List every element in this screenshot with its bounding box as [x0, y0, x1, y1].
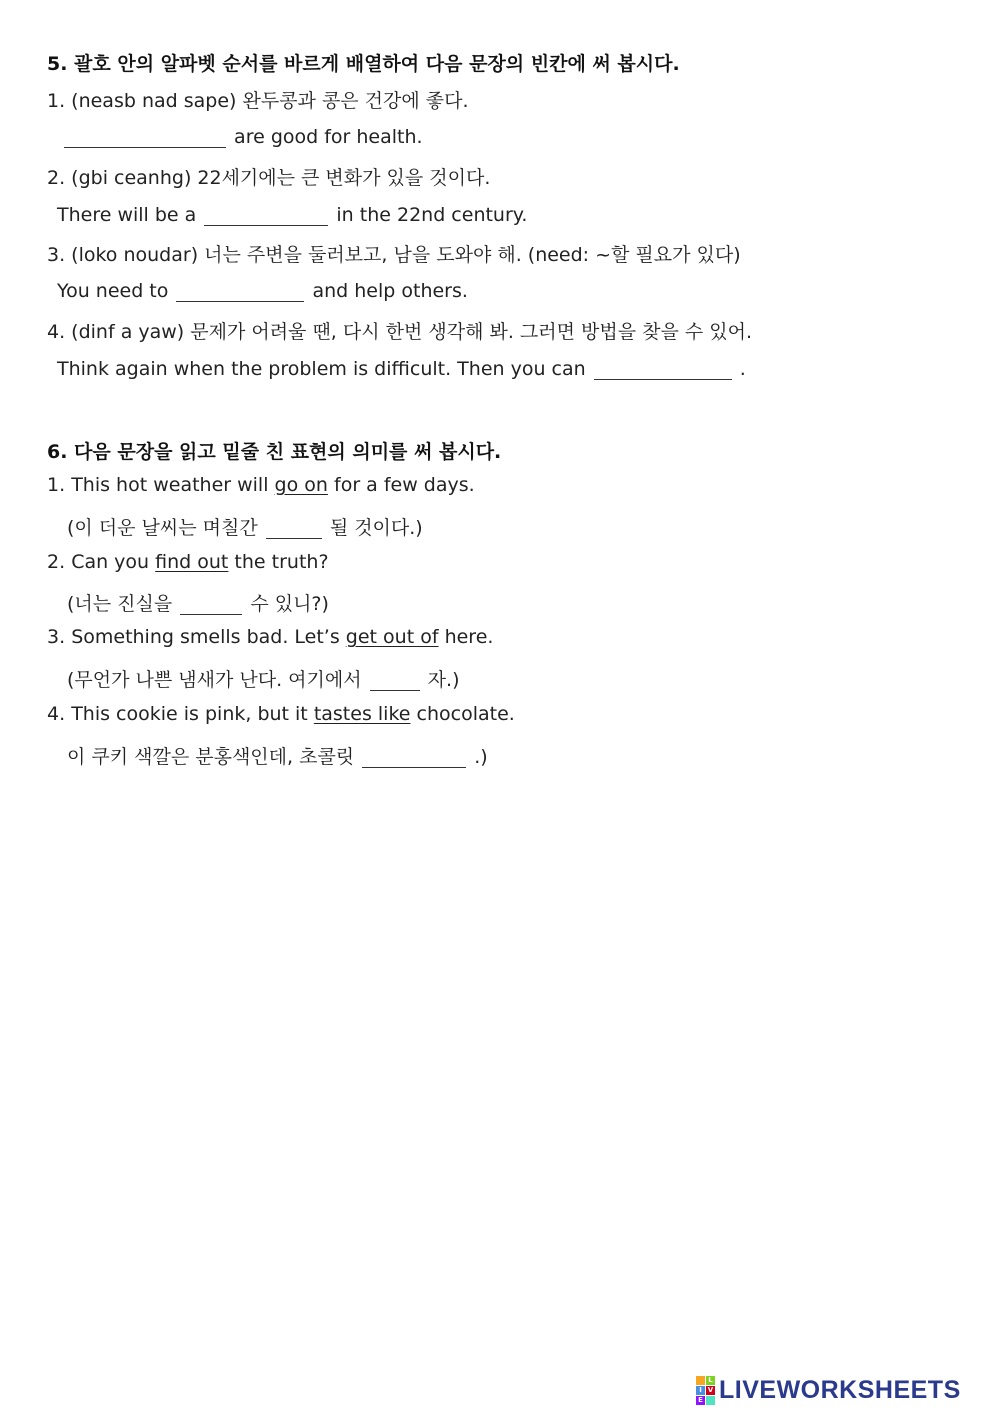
- s6-q4-kor-pre: 이 쿠키 색깔은 분홍색인데, 초콜릿: [67, 746, 355, 768]
- s6-q1-kor-post: 될 것이다.): [329, 517, 423, 539]
- s6-q4-korean: [67, 742, 488, 769]
- s6-q4-answer-field[interactable]: [362, 748, 466, 768]
- logo-cube-letter: V: [707, 1386, 714, 1394]
- s5-q1-prompt: 1. (neasb nad sape) 완두콩과 콩은 건강에 좋다.: [47, 90, 469, 112]
- s6-q3-sentence: [47, 626, 493, 648]
- s5-q1-post: are good for health.: [234, 126, 423, 148]
- s5-q1-answer-line: [62, 126, 423, 148]
- s6-q3-before: Something smells bad. Let’s: [71, 626, 340, 648]
- s6-q4-after: chocolate.: [416, 703, 515, 725]
- s5-q3-pre: You need to: [57, 280, 169, 302]
- logo-text: LIVEWORKSHEETS: [719, 1376, 961, 1404]
- s5-q2-pre: There will be a: [57, 204, 197, 226]
- s6-q3-kor-pre: (무언가 나쁜 냄새가 난다. 여기에서: [67, 669, 362, 691]
- s6-q4-phrase: tastes like: [313, 703, 411, 725]
- logo-cube-letter: I: [696, 1386, 705, 1395]
- s5-q2-prompt: 2. (gbi ceanhg) 22세기에는 큰 변화가 있을 것이다.: [47, 167, 491, 189]
- s6-q2-num: 2.: [47, 551, 66, 573]
- s5-q1-answer-field[interactable]: [64, 128, 226, 148]
- s6-q3-num: 3.: [47, 626, 66, 648]
- s6-q2-korean: [67, 589, 329, 616]
- s6-q2-sentence: [47, 551, 329, 573]
- s6-q1-sentence: [47, 474, 475, 496]
- s6-q1-answer-field[interactable]: [266, 519, 322, 539]
- s5-q3-prompt: 3. (loko noudar) 너는 주변을 둘러보고, 남을 도와야 해. (need: ~할 필요가 있다): [47, 244, 741, 266]
- s6-q4-num: 4.: [47, 703, 66, 725]
- s5-q2-answer-field[interactable]: [204, 206, 328, 226]
- section6-heading: 6. 다음 문장을 읽고 밑줄 친 표현의 의미를 써 봅시다.: [47, 441, 502, 463]
- s5-q3-answer-field[interactable]: [176, 282, 304, 302]
- s6-q2-before: Can you: [71, 551, 150, 573]
- logo-cube-cell: [696, 1376, 705, 1385]
- s6-q2-answer-field[interactable]: [180, 595, 242, 615]
- s5-q4-answer-line: [57, 358, 746, 380]
- s6-q3-korean: [67, 665, 459, 692]
- s5-q3-answer-line: [57, 280, 468, 302]
- s6-q1-before: This hot weather will: [71, 474, 269, 496]
- s6-q2-kor-pre: (너는 진실을: [67, 593, 173, 615]
- s6-q4-sentence: [47, 703, 515, 725]
- logo-cube-cell: [706, 1396, 715, 1405]
- s6-q4-before: This cookie is pink, but it: [71, 703, 308, 725]
- s6-q3-kor-post: 자.): [427, 669, 460, 691]
- s6-q1-after: for a few days.: [334, 474, 475, 496]
- s6-q1-num: 1.: [47, 474, 66, 496]
- s5-q4-prompt: 4. (dinf a yaw) 문제가 어려울 땐, 다시 한번 생각해 봐. 그러면 방법을 찾을 수 있어.: [47, 321, 753, 343]
- logo-cube-letter: E: [696, 1396, 705, 1405]
- s6-q3-phrase: get out of: [345, 626, 439, 648]
- section5-heading: 5. 괄호 안의 알파벳 순서를 바르게 배열하여 다음 문장의 빈칸에 써 봅시다.: [47, 53, 680, 75]
- s5-q2-post: in the 22nd century.: [336, 204, 528, 226]
- s5-q2-answer-line: [57, 204, 527, 226]
- s6-q1-korean: [67, 513, 423, 540]
- s6-q1-phrase: go on: [274, 474, 328, 496]
- s5-q4-post: .: [739, 358, 746, 380]
- s6-q2-kor-post: 수 있니?): [250, 593, 329, 615]
- s6-q3-answer-field[interactable]: [370, 671, 420, 691]
- s6-q4-kor-post: .): [474, 746, 488, 768]
- logo-cube-letter: L: [706, 1376, 715, 1385]
- s6-q2-after: the truth?: [234, 551, 329, 573]
- s6-q3-after: here.: [444, 626, 494, 648]
- liveworksheets-logo: [696, 1376, 961, 1405]
- s5-q3-post: and help others.: [312, 280, 468, 302]
- logo-cube-icon: [696, 1376, 715, 1405]
- s5-q4-answer-field[interactable]: [594, 360, 732, 380]
- s5-q4-pre: Think again when the problem is difficult. Then you can: [57, 358, 586, 380]
- s6-q2-phrase: find out: [155, 551, 229, 573]
- s6-q1-kor-pre: (이 더운 날씨는 며칠간: [67, 517, 258, 539]
